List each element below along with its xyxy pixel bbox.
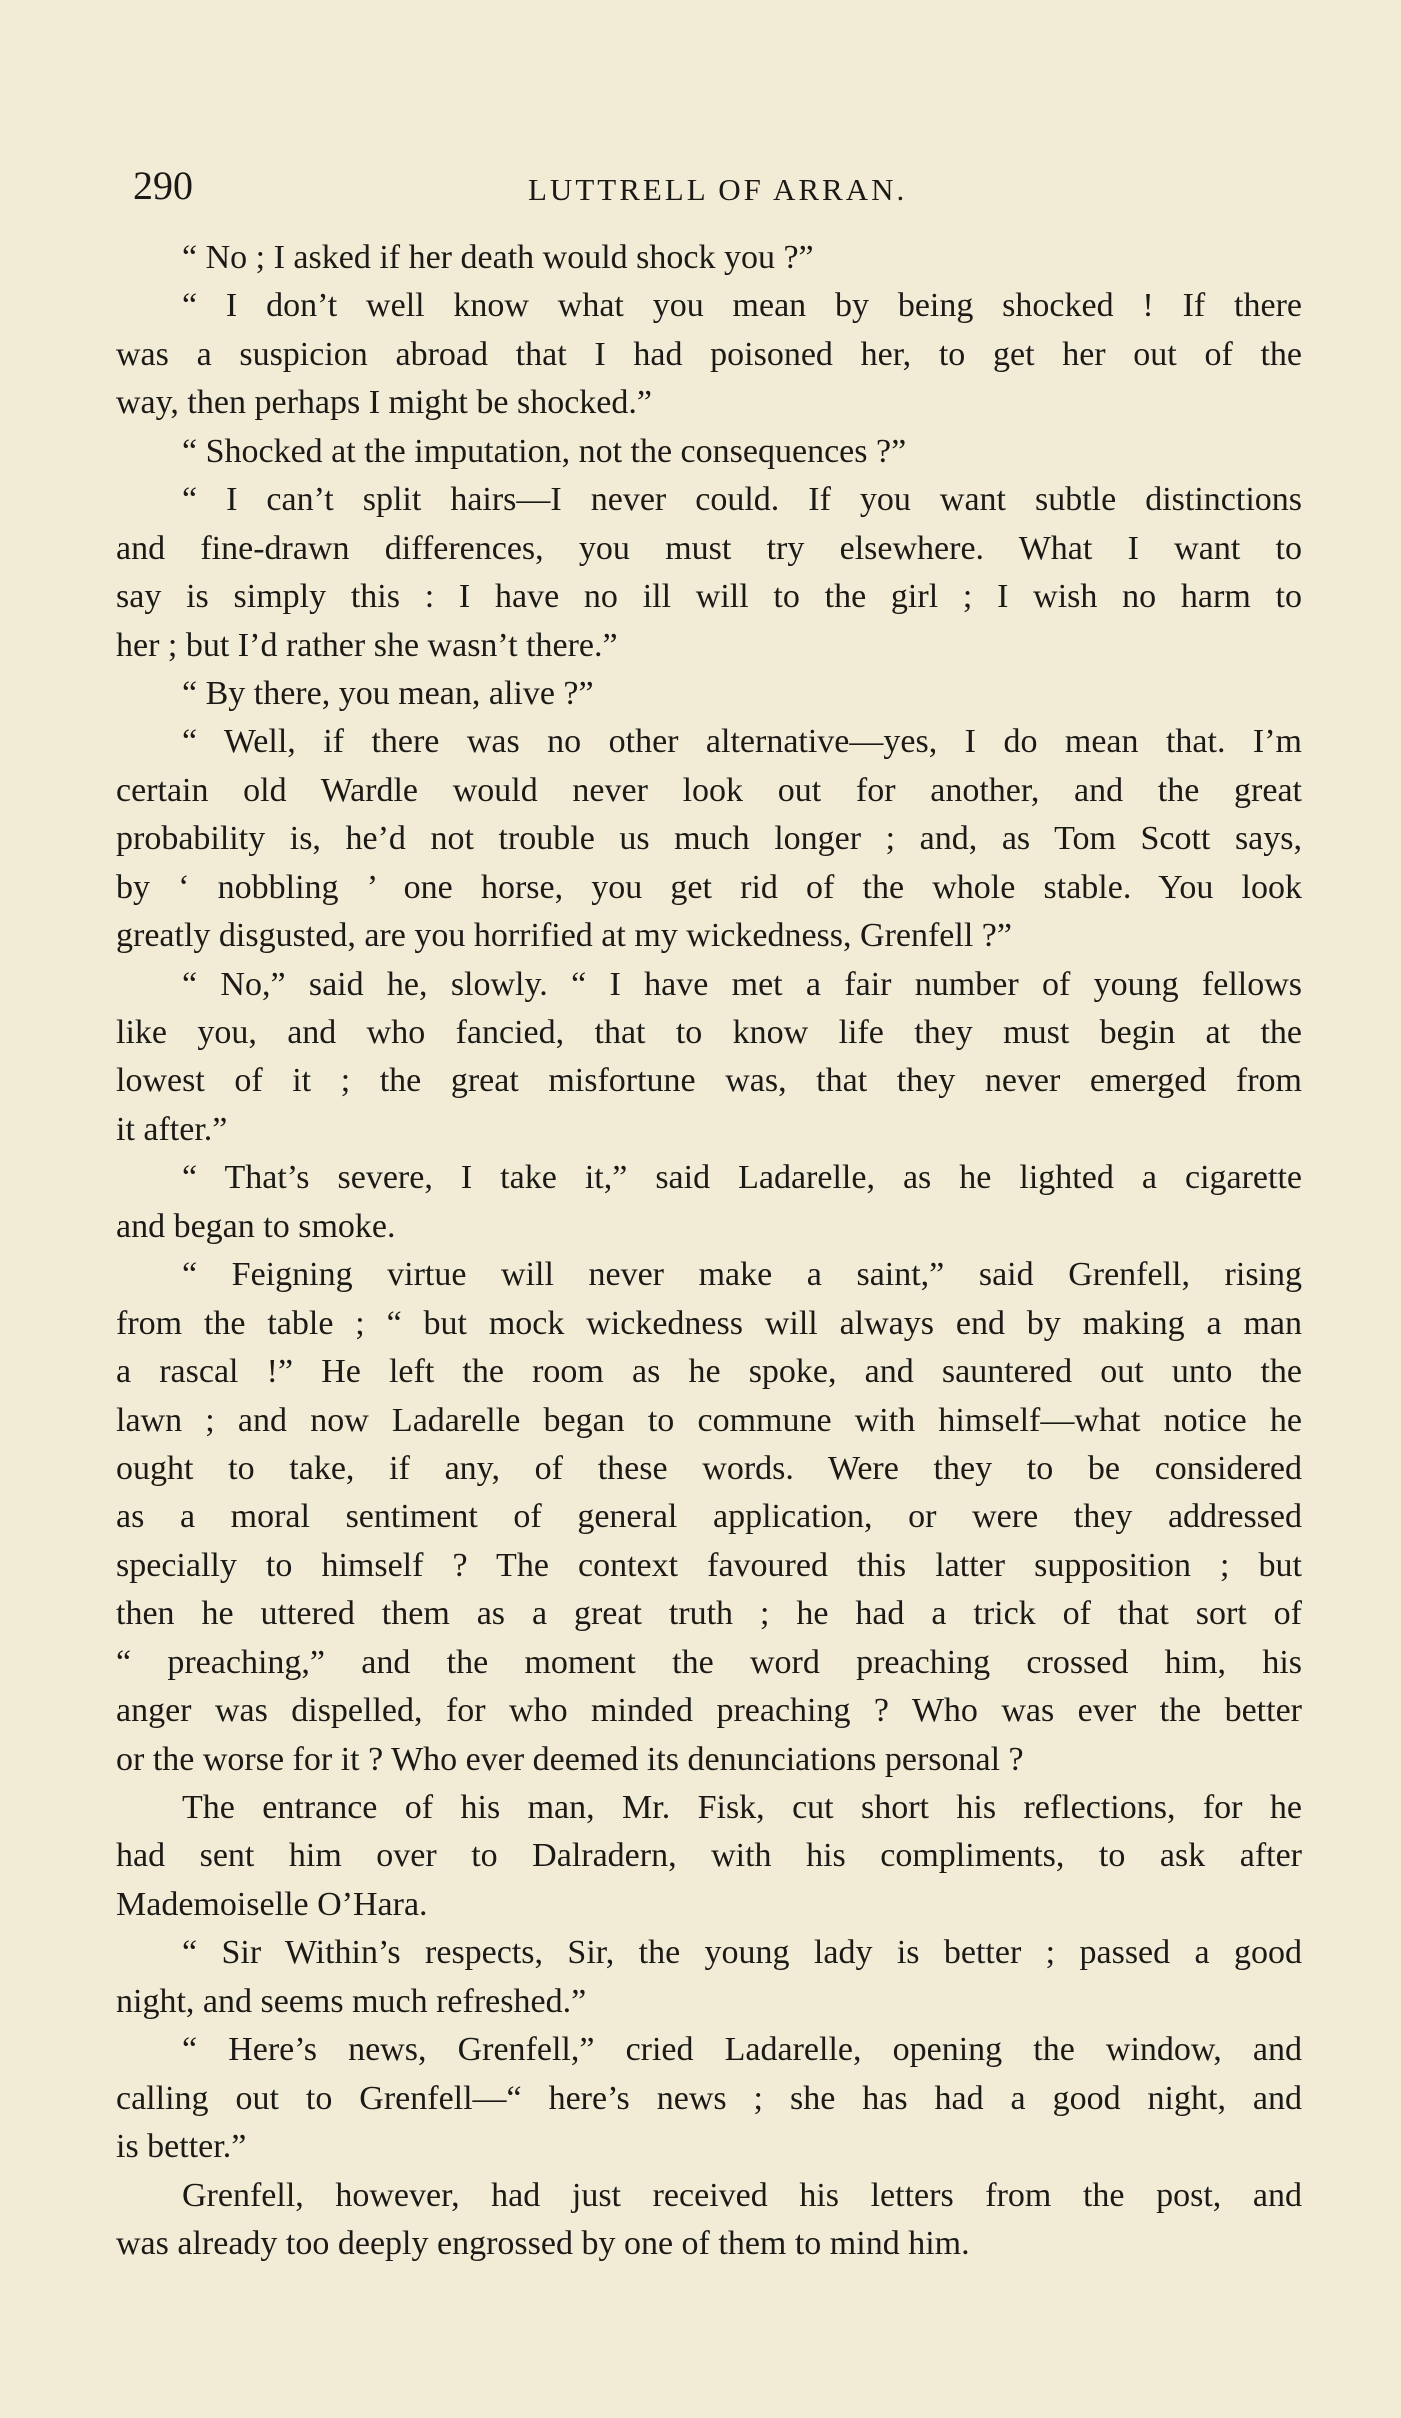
text-line-content: lowest of it ; the great misfortune was, that they never emerged from — [116, 1062, 1302, 1100]
text-line-content: as a moral sentiment of general application, or were they addressed — [116, 1498, 1302, 1536]
text-line — [116, 1106, 1316, 1154]
text-line-content: it after.” — [116, 1110, 228, 1148]
text-line — [116, 767, 1316, 815]
text-line — [116, 1978, 1316, 2026]
text-line — [116, 1009, 1316, 1057]
text-line — [116, 2172, 1316, 2220]
page-number: 290 — [133, 163, 193, 208]
text-line — [116, 1057, 1316, 1105]
text-line — [116, 476, 1316, 524]
text-line-content: ought to take, if any, of these words. Were they to be considered — [116, 1449, 1302, 1487]
text-line — [116, 331, 1316, 379]
text-line-content: or the worse for it ? Who ever deemed its denunciations personal ? — [116, 1740, 1024, 1778]
text-line-content: her ; but I’d rather she wasn’t there.” — [116, 626, 618, 664]
text-line — [116, 1784, 1316, 1832]
text-line-content: way, then perhaps I might be shocked.” — [116, 384, 652, 422]
text-line-content: is better.” — [116, 2128, 247, 2166]
text-line — [116, 1736, 1316, 1784]
text-line-content: from the table ; “ but mock wickedness will always end by making a man — [116, 1304, 1302, 1342]
text-line-content: was a suspicion abroad that I had poisoned her, to get her out of the — [116, 335, 1302, 373]
text-line-content: “ That’s severe, I take it,” said Ladarelle, as he lighted a cigarette — [182, 1159, 1302, 1197]
text-line — [116, 379, 1316, 427]
text-line — [116, 864, 1316, 912]
text-line-content: lawn ; and now Ladarelle began to commune with himself—what notice he — [116, 1401, 1302, 1439]
text-line-content: a rascal !” He left the room as he spoke, and sauntered out unto the — [116, 1353, 1302, 1391]
text-line-content: “ Feigning virtue will never make a saint,” said Grenfell, rising — [182, 1256, 1302, 1294]
text-line-content: certain old Wardle would never look out for another, and the great — [116, 771, 1302, 809]
text-line-content: “ I can’t split hairs—I never could. If you want subtle distinctions — [182, 481, 1302, 519]
text-line-content: Grenfell, however, had just received his letters from the post, and — [182, 2176, 1302, 2214]
text-line-content: Mademoiselle O’Hara. — [116, 1885, 428, 1923]
text-line-content: had sent him over to Dalradern, with his compliments, to ask after — [116, 1837, 1302, 1875]
text-line-content: “ Well, if there was no other alternative—yes, I do mean that. I’m — [182, 723, 1302, 761]
text-line — [116, 2220, 1316, 2268]
text-line-content: “ Sir Within’s respects, Sir, the young lady is better ; passed a good — [182, 1934, 1302, 1972]
text-line-content: “ preaching,” and the moment the word preaching crossed him, his — [116, 1643, 1302, 1681]
text-line — [116, 282, 1316, 330]
text-line — [116, 1251, 1316, 1299]
text-line — [116, 912, 1316, 960]
text-line — [116, 525, 1316, 573]
text-line — [116, 1203, 1316, 1251]
text-line — [116, 2123, 1316, 2171]
text-line-content: “ Here’s news, Grenfell,” cried Ladarelle, opening the window, and — [182, 2031, 1302, 2069]
text-line-content: night, and seems much refreshed.” — [116, 1982, 587, 2020]
text-line — [116, 718, 1316, 766]
text-line — [116, 428, 1316, 476]
text-line-content: “ I don’t well know what you mean by being shocked ! If there — [182, 287, 1302, 325]
text-line-content: greatly disgusted, are you horrified at my wickedness, Grenfell ?” — [116, 917, 1012, 955]
text-line — [116, 961, 1316, 1009]
text-line-content: and began to smoke. — [116, 1207, 396, 1245]
text-line — [116, 234, 1316, 282]
text-line — [116, 815, 1316, 863]
text-line — [116, 1639, 1316, 1687]
text-line-content: “ No,” said he, slowly. “ I have met a fair number of young fellows — [182, 965, 1302, 1003]
text-line — [116, 1881, 1316, 1929]
text-line-content: say is simply this : I have no ill will to the girl ; I wish no harm to — [116, 578, 1302, 616]
text-line-content: and fine-drawn differences, you must try elsewhere. What I want to — [116, 529, 1302, 567]
running-head: LUTTRELL OF ARRAN. — [528, 172, 908, 207]
text-line — [116, 2075, 1316, 2123]
text-line-content: “ No ; I asked if her death would shock you ?” — [182, 239, 814, 276]
text-line-content: calling out to Grenfell—“ here’s news ; she has had a good night, and — [116, 2079, 1302, 2117]
text-line — [116, 1542, 1316, 1590]
text-line — [116, 573, 1316, 621]
text-line — [116, 670, 1316, 718]
text-line — [116, 1687, 1316, 1735]
text-line-content: was already too deeply engrossed by one of them to mind him. — [116, 2224, 970, 2262]
text-line-content: like you, and who fancied, that to know life they must begin at the — [116, 1014, 1302, 1051]
text-line — [116, 1445, 1316, 1493]
text-line-content: anger was dispelled, for who minded preaching ? Who was ever the better — [116, 1692, 1302, 1730]
text-line — [116, 1397, 1316, 1445]
text-line — [116, 622, 1316, 670]
text-line-content: “ By there, you mean, alive ?” — [182, 674, 594, 712]
text-line-content: “ Shocked at the imputation, not the consequences ?” — [182, 432, 907, 470]
text-line-content: by ‘ nobbling ’ one horse, you get rid of the whole stable. You look — [116, 868, 1302, 906]
text-line — [116, 1929, 1316, 1977]
text-line-content: specially to himself ? The context favoured this latter supposition ; but — [116, 1546, 1302, 1584]
text-line — [116, 1493, 1316, 1541]
body-text — [116, 234, 1316, 2268]
text-line-content: The entrance of his man, Mr. Fisk, cut short his reflections, for he — [182, 1789, 1302, 1826]
text-line-content: probability is, he’d not trouble us much longer ; and, as Tom Scott says, — [116, 820, 1302, 858]
text-line — [116, 2026, 1316, 2074]
text-line — [116, 1832, 1316, 1880]
text-line — [116, 1348, 1316, 1396]
text-line — [116, 1300, 1316, 1348]
page-header — [133, 158, 1305, 214]
text-line — [116, 1154, 1316, 1202]
text-line — [116, 1590, 1316, 1638]
text-line-content: then he uttered them as a great truth ; he had a trick of that sort of — [116, 1595, 1302, 1633]
